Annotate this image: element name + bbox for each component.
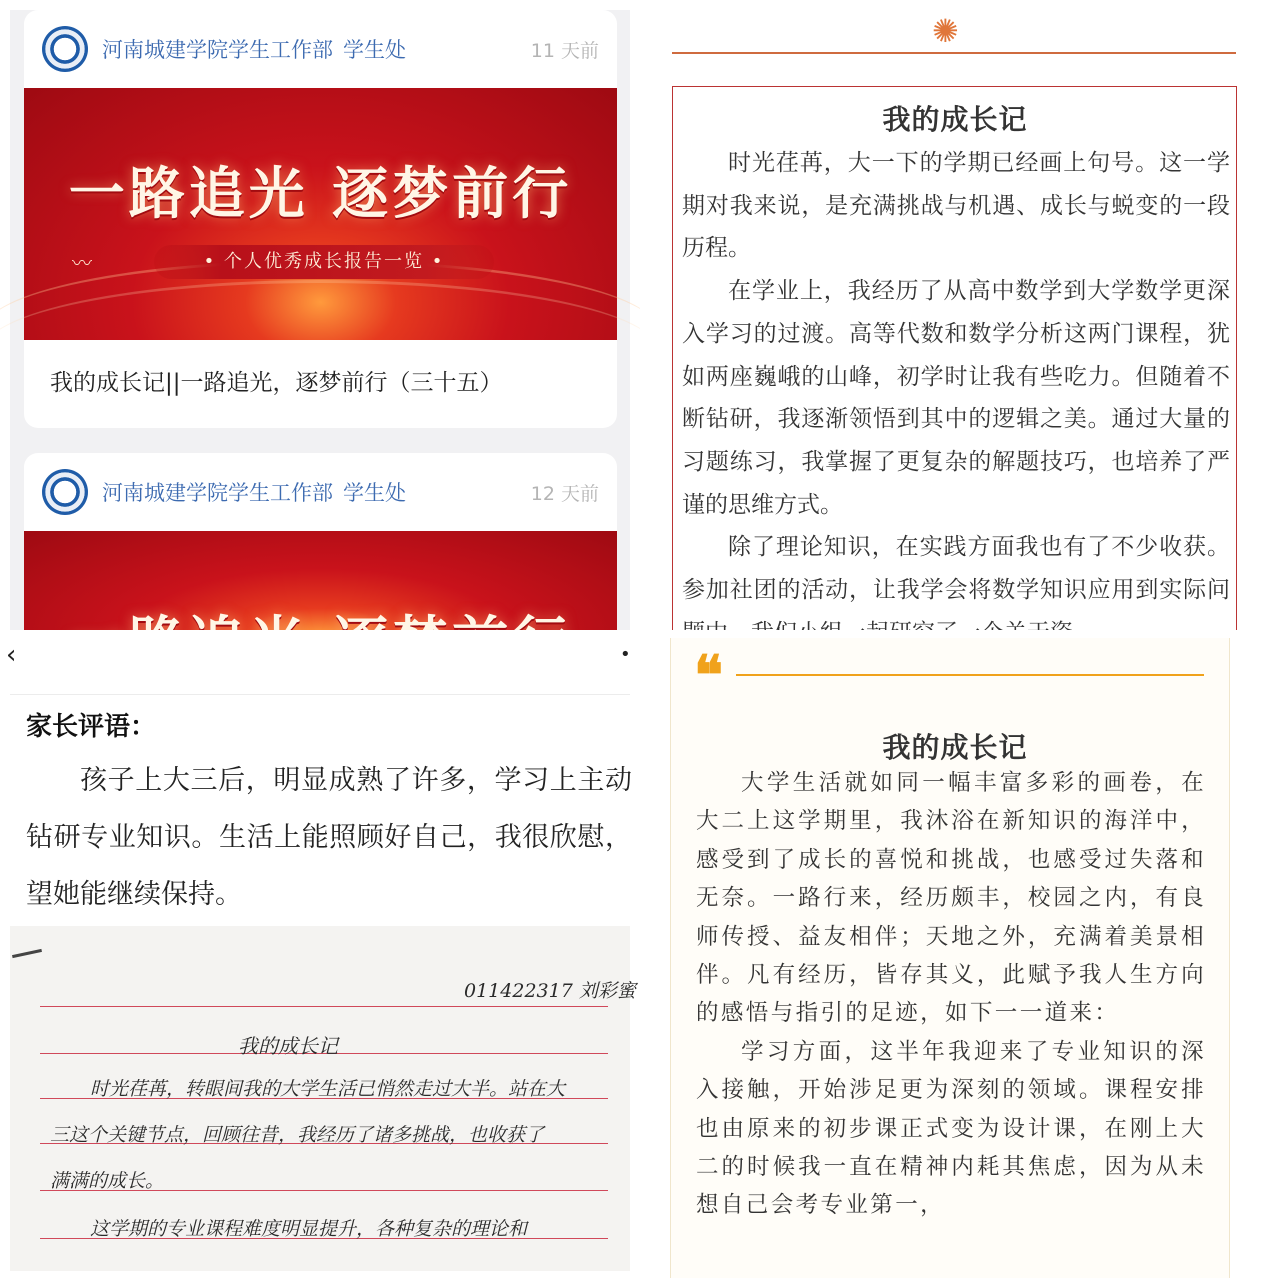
- essay-title: 我的成长记: [882, 103, 1028, 136]
- parent-comment-panel: [0, 630, 640, 1271]
- source-dept: 河南城建学院学生工作部: [102, 38, 333, 62]
- article-banner[interactable]: [24, 88, 617, 340]
- essay-panel: [640, 630, 1270, 1271]
- article-card[interactable]: [24, 10, 617, 428]
- spark-ornament-icon: ✺: [932, 12, 959, 50]
- handwritten-line: 三这个关键节点，回顾往昔，我经历了诸多挑战，也收获了: [50, 1124, 545, 1146]
- pen-mark: [12, 949, 42, 958]
- student-id-name: 011422317 刘彩蜜: [464, 980, 636, 1002]
- post-time: 11 天前: [530, 39, 599, 62]
- bird-icon: 〰: [72, 251, 92, 275]
- banner-subtitle: • 个人优秀成长报告一览 •: [154, 245, 494, 279]
- article-card[interactable]: [24, 453, 617, 653]
- source-sub: 学生处: [343, 481, 406, 505]
- handwritten-line: 这学期的专业课程难度明显提升，各种复杂的理论和: [90, 1218, 528, 1240]
- ruled-line: [40, 1006, 608, 1007]
- article-title-link[interactable]: 我的成长记||一路追光，逐梦前行（三十五）: [50, 370, 503, 396]
- more-dot-icon[interactable]: •: [620, 644, 631, 665]
- handwritten-line: 时光荏苒，转眼间我的大学生活已悄然走过大半。站在大: [90, 1078, 566, 1100]
- divider: [672, 52, 1236, 54]
- handwritten-page: [10, 926, 636, 1271]
- comment-title: 家长评语：: [26, 712, 157, 742]
- post-time: 12 天前: [530, 482, 599, 505]
- essay-panel: [640, 0, 1270, 630]
- handwritten-title: 我的成长记: [238, 1034, 338, 1058]
- essay-paragraph: 除了理论知识，在实践方面我也有了不少收获。参加社团的活动，让我学会将数学知识应用到实际问: [682, 534, 1230, 604]
- banner-wave: [0, 280, 657, 420]
- comment-body: [26, 752, 632, 923]
- source-name[interactable]: [102, 477, 406, 507]
- back-chevron-icon[interactable]: ‹: [6, 640, 17, 670]
- essay-body: [682, 142, 1230, 654]
- quote-mark-icon: ❝: [694, 643, 724, 707]
- source-name[interactable]: [102, 34, 406, 64]
- article-feed: [10, 10, 630, 630]
- card-header: [24, 10, 617, 88]
- college-logo-icon: [42, 469, 88, 515]
- essay-paragraph: 在学业上，我经历了从高中数学到大学数学更深入学习的过渡。高等代数和数学分析这两门课程，犹如两座巍峨的山峰，初学时让我有些吃力。但随着不断钻研，我逐渐领悟到其中的逻辑之美。通过大量的习题练习，我掌握了更复杂的解题技巧，也培养了严谨的思维方式。: [682, 278, 1230, 518]
- card-header: [24, 453, 617, 531]
- college-logo-icon: [42, 26, 88, 72]
- source-dept: 河南城建学院学生工作部: [102, 481, 333, 505]
- essay-body: [696, 764, 1206, 1225]
- comment-text: 孩子上大三后，明显成熟了许多，学习上主动钻研专业知识。生活上能照顾好自己，我很欣慰，望她能继续保持。: [26, 765, 632, 910]
- essay-paragraph: 学习方面，这半年我迎来了专业知识的深入接触，开始涉足更为深刻的领域。课程安排也由原来的初步课正式变为设计课，在刚上大二的时候我一直在精神内耗其焦虑，因为从未想自己会考专业第一，: [696, 1038, 1206, 1219]
- essay-paragraph: 时光荏苒，大一下的学期已经画上句号。这一学期对我来说，是充满挑战与机遇、成长与蜕变的一段历程。: [682, 150, 1230, 262]
- banner-title: 一路追光 逐梦前行: [68, 161, 573, 227]
- divider: [736, 674, 1204, 676]
- handwritten-line: 满满的成长。: [50, 1170, 165, 1192]
- essay-paragraph: 大学生活就如同一幅丰富多彩的画卷，在大二上这学期里，我沐浴在新知识的海洋中，感受到了成长的喜悦和挑战，也感受过失落和无奈。一路行来，经历颇丰，校园之内，有良师传授、益友相伴；天地之外，充满着美景相伴。凡有经历，皆存其义，此赋予我人生方向的感悟与指引的足迹，如下一一道来：: [696, 770, 1206, 1027]
- essay-title: 我的成长记: [882, 731, 1028, 764]
- source-sub: 学生处: [343, 38, 406, 62]
- divider: [10, 694, 630, 695]
